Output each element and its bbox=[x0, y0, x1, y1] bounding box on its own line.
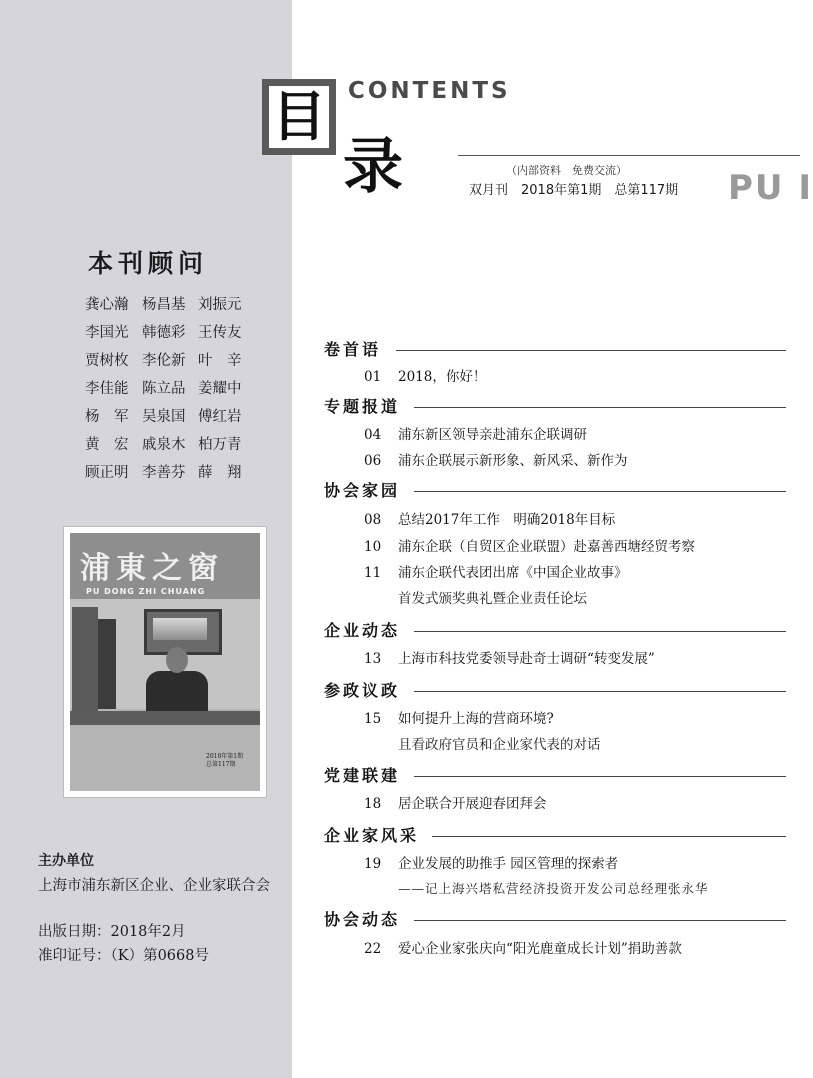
advisor-name: 叶 辛 bbox=[198, 353, 242, 369]
advisor-name: 李国光 bbox=[85, 325, 129, 341]
toc-entry-continuation[interactable]: 且看政府官员和企业家代表的对话 bbox=[398, 737, 601, 753]
advisor-name: 刘振元 bbox=[198, 297, 242, 313]
toc-section-title: 协会家园 bbox=[324, 481, 401, 500]
cover-photo-bookshelf bbox=[72, 607, 98, 717]
toc-entry-title[interactable]: 如何提升上海的营商环境? bbox=[398, 711, 554, 727]
advisor-name: 吴泉国 bbox=[142, 409, 186, 425]
cover-side-mark bbox=[222, 549, 246, 579]
sponsor-name: 上海市浦东新区企业、企业家联合会 bbox=[38, 878, 270, 894]
toc-section-rule bbox=[414, 691, 786, 692]
publication-date: 出版日期：2018年2月 bbox=[38, 924, 186, 940]
toc-section-title: 卷首语 bbox=[324, 340, 382, 359]
advisor-name: 韩德彩 bbox=[142, 325, 186, 341]
toc-section-rule bbox=[432, 836, 786, 837]
toc-entry-page: 06 bbox=[364, 453, 382, 469]
title-lu-char: 录 bbox=[343, 132, 403, 202]
toc-entry-continuation[interactable]: 首发式颁奖典礼暨企业责任论坛 bbox=[398, 591, 587, 607]
pu-mark: PU I bbox=[728, 168, 813, 208]
toc-section-title: 参政议政 bbox=[324, 681, 401, 700]
toc-entry-page: 08 bbox=[364, 512, 382, 528]
issue-info: 双月刊 2018年第1期 总第117期 bbox=[469, 183, 679, 198]
cover-issue bbox=[206, 753, 243, 769]
header-rule bbox=[458, 155, 800, 156]
toc-section-rule bbox=[414, 631, 786, 632]
advisor-name: 李佳能 bbox=[85, 381, 129, 397]
toc-section-rule bbox=[414, 776, 786, 777]
toc-entry-title[interactable]: 浦东企联展示新形象、新风采、新作为 bbox=[398, 453, 628, 469]
toc-section-rule bbox=[414, 491, 786, 492]
cover-thumbnail bbox=[63, 526, 267, 798]
toc-entry-title[interactable]: 浦东新区领导亲赴浦东企联调研 bbox=[398, 427, 587, 443]
cover-photo bbox=[70, 599, 260, 791]
toc-entry-title[interactable]: 浦东企联（自贸区企业联盟）赴嘉善西塘经贸考察 bbox=[398, 539, 695, 555]
advisor-name: 李善芬 bbox=[142, 465, 186, 481]
advisor-name: 王传友 bbox=[198, 325, 242, 341]
toc-entry-title[interactable]: 企业发展的助推手 园区管理的探索者 bbox=[398, 856, 619, 872]
toc-entry-title[interactable]: 上海市科技党委领导赴奇士调研“转变发展” bbox=[398, 651, 655, 667]
toc-entry-page: 13 bbox=[364, 651, 382, 667]
toc-entry-byline: ——记上海兴塔私营经济投资开发公司总经理张永华 bbox=[398, 881, 709, 896]
advisor-name: 姜耀中 bbox=[198, 381, 242, 397]
toc-entry-page: 22 bbox=[364, 941, 382, 957]
cover-issue-number: 2018年第1期 bbox=[206, 753, 244, 760]
toc-entry-page: 01 bbox=[364, 369, 382, 385]
internal-note: （内部资料 免费交流） bbox=[506, 164, 627, 177]
toc-section-rule bbox=[414, 920, 786, 921]
advisors-title: 本刊顾问 bbox=[88, 249, 209, 278]
toc-section-title: 专题报道 bbox=[324, 397, 401, 416]
title-mu-char: 目 bbox=[272, 85, 326, 148]
advisor-name: 杨 军 bbox=[85, 409, 129, 425]
toc-entry-title[interactable]: 2018，你好！ bbox=[398, 369, 487, 385]
toc-entry-title[interactable]: 浦东企联代表团出席《中国企业故事》 bbox=[398, 565, 628, 581]
toc-section-title: 企业家风采 bbox=[324, 826, 420, 845]
advisor-name: 龚心瀚 bbox=[85, 297, 129, 313]
cover-photo-flag bbox=[98, 619, 116, 709]
advisor-name: 陈立品 bbox=[142, 381, 186, 397]
advisor-name: 柏万青 bbox=[198, 437, 242, 453]
advisor-name: 贾树枚 bbox=[85, 353, 129, 369]
toc-entry-title[interactable]: 爱心企业家张庆向“阳光鹿童成长计划”捐助善款 bbox=[398, 941, 682, 957]
advisor-name: 李伦新 bbox=[142, 353, 186, 369]
toc-section-title: 协会动态 bbox=[324, 910, 401, 929]
cover-subtitle: PU DONG ZHI CHUANG bbox=[86, 587, 206, 596]
title-mu-box bbox=[262, 79, 336, 155]
toc-section-title: 党建联建 bbox=[324, 766, 401, 785]
cover-title: 浦東之窗 bbox=[80, 551, 224, 586]
cover-issue-total: 总第117期 bbox=[206, 761, 236, 768]
toc-section-rule bbox=[414, 407, 786, 408]
advisor-name: 傅红岩 bbox=[198, 409, 242, 425]
toc-entry-page: 11 bbox=[364, 565, 382, 581]
toc-entry-page: 10 bbox=[364, 539, 382, 555]
advisor-name: 黄 宏 bbox=[85, 437, 129, 453]
toc-section-rule bbox=[396, 350, 786, 351]
advisor-name: 顾正明 bbox=[85, 465, 129, 481]
cover-image bbox=[70, 533, 260, 791]
print-permit: 准印证号：（K）第0668号 bbox=[38, 948, 209, 964]
toc-entry-page: 18 bbox=[364, 796, 382, 812]
advisor-name: 杨昌基 bbox=[142, 297, 186, 313]
cover-photo-desk bbox=[70, 711, 260, 725]
toc-entry-page: 15 bbox=[364, 711, 382, 727]
sponsor-label: 主办单位 bbox=[38, 853, 94, 869]
cover-photo-person-head bbox=[166, 647, 188, 673]
toc-entry-title[interactable]: 居企联合开展迎春团拜会 bbox=[398, 796, 547, 812]
advisor-name: 薛 翔 bbox=[198, 465, 242, 481]
advisor-name: 戚泉木 bbox=[142, 437, 186, 453]
cover-photo-person bbox=[142, 647, 212, 717]
title-mu-inner bbox=[269, 86, 329, 148]
toc-entry-page: 19 bbox=[364, 856, 382, 872]
toc-entry-page: 04 bbox=[364, 427, 382, 443]
toc-section-title: 企业动态 bbox=[324, 621, 401, 640]
contents-word: CONTENTS bbox=[348, 78, 511, 104]
toc-entry-title[interactable]: 总结2017年工作 明确2018年目标 bbox=[398, 512, 616, 528]
